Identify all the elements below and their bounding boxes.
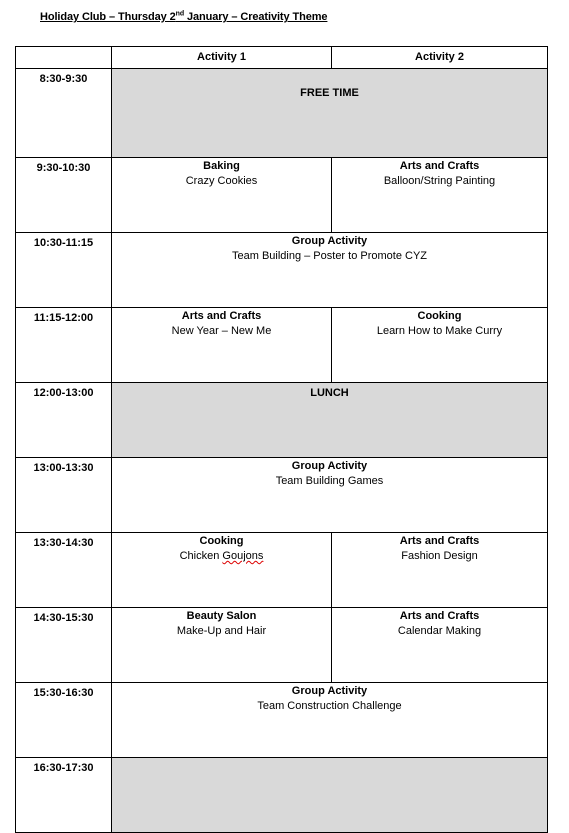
group-activity-cell xyxy=(112,683,548,758)
header-time-cell xyxy=(16,47,112,69)
schedule-row xyxy=(16,233,548,308)
activity-title: Group Activity xyxy=(291,460,368,472)
activity-description: Calendar Making xyxy=(397,625,482,637)
schedule-row xyxy=(16,308,548,383)
schedule-row xyxy=(16,158,548,233)
header-row xyxy=(16,47,548,69)
activity-title: Beauty Salon xyxy=(186,610,257,622)
schedule-row xyxy=(16,458,548,533)
group-activity-cell xyxy=(112,233,548,308)
activity-title: Group Activity xyxy=(291,685,368,697)
schedule-row xyxy=(16,758,548,833)
empty-slot-cell xyxy=(112,758,548,833)
schedule-row xyxy=(16,383,548,458)
header-activity-1: Activity 1 xyxy=(112,47,332,69)
activity-title: Baking xyxy=(203,160,240,172)
time-cell: 15:30-16:30 xyxy=(16,683,112,758)
activity-title: Arts and Crafts xyxy=(181,310,262,322)
description-text: Chicken xyxy=(179,550,223,562)
activity-1-cell xyxy=(112,533,332,608)
activity-2-cell xyxy=(332,608,548,683)
misspelled-word: Goujons xyxy=(222,550,264,562)
activity-title: Cooking xyxy=(199,535,244,547)
header-activity-2: Activity 2 xyxy=(332,47,548,69)
activity-description: Crazy Cookies xyxy=(185,175,258,187)
activity-1-cell xyxy=(112,308,332,383)
activity-2-cell xyxy=(332,533,548,608)
time-cell: 13:30-14:30 xyxy=(16,533,112,608)
activity-description: Make-Up and Hair xyxy=(176,625,267,637)
activity-title: Group Activity xyxy=(291,235,368,247)
activity-title: Cooking xyxy=(417,310,462,322)
time-cell: 12:00-13:00 xyxy=(16,383,112,458)
activity-description: Balloon/String Painting xyxy=(383,175,496,187)
time-cell: 14:30-15:30 xyxy=(16,608,112,683)
activity-1-cell xyxy=(112,608,332,683)
lunch-cell xyxy=(112,383,548,458)
schedule-row xyxy=(16,683,548,758)
time-cell: 8:30-9:30 xyxy=(16,69,112,158)
activity-2-cell xyxy=(332,308,548,383)
activity-title: Arts and Crafts xyxy=(399,535,480,547)
schedule-row xyxy=(16,69,548,158)
schedule-table xyxy=(15,46,548,833)
time-cell: 9:30-10:30 xyxy=(16,158,112,233)
time-cell: 10:30-11:15 xyxy=(16,233,112,308)
free-time-cell xyxy=(112,69,548,158)
group-activity-cell xyxy=(112,458,548,533)
title-prefix: Holiday Club – Thursday 2 xyxy=(40,11,176,23)
activity-description: Team Building Games xyxy=(275,475,384,487)
time-cell: 13:00-13:30 xyxy=(16,458,112,533)
activity-description: Fashion Design xyxy=(401,550,478,562)
activity-description: Learn How to Make Curry xyxy=(376,325,503,337)
free-time-label: FREE TIME xyxy=(300,87,359,99)
activity-title: Arts and Crafts xyxy=(399,160,480,172)
page-title xyxy=(40,11,327,23)
time-cell: 11:15-12:00 xyxy=(16,308,112,383)
activity-2-cell xyxy=(332,158,548,233)
activity-title: Arts and Crafts xyxy=(399,610,480,622)
title-superscript: nd xyxy=(175,10,184,18)
schedule-row xyxy=(16,608,548,683)
activity-1-cell xyxy=(112,158,332,233)
time-cell: 16:30-17:30 xyxy=(16,758,112,833)
activity-description: New Year – New Me xyxy=(171,325,272,337)
title-suffix: January – Creativity Theme xyxy=(184,11,328,23)
lunch-label: LUNCH xyxy=(310,387,349,399)
activity-description xyxy=(114,549,329,564)
activity-description: Team Building – Poster to Promote CYZ xyxy=(231,250,428,262)
schedule-row xyxy=(16,533,548,608)
activity-description: Team Construction Challenge xyxy=(257,700,402,712)
